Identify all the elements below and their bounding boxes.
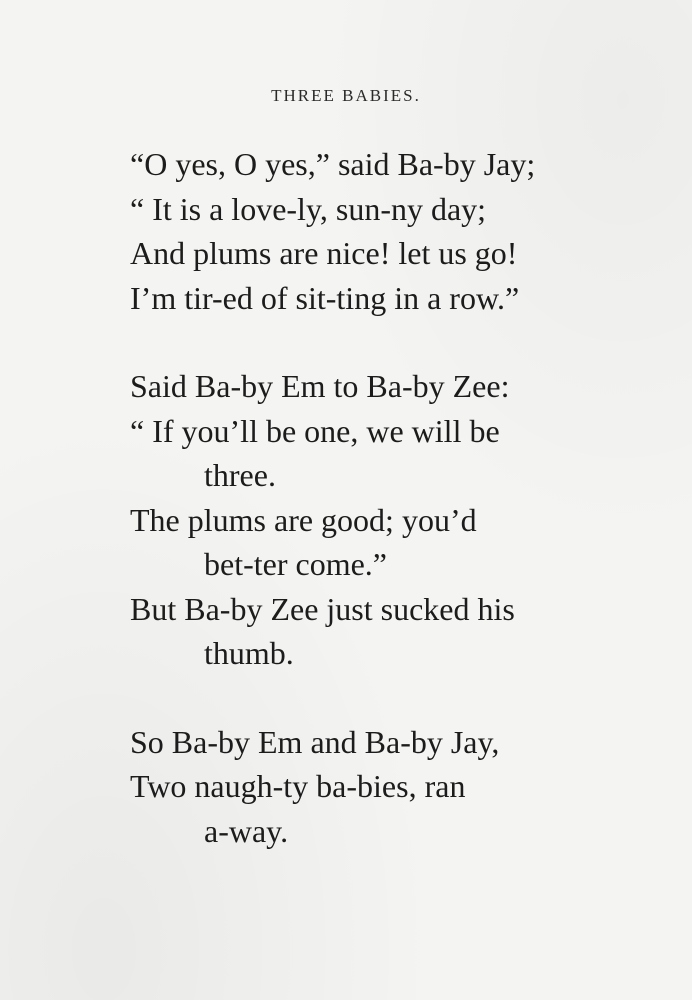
poem-line: “ If you’ll be one, we will be <box>130 412 500 449</box>
poem-line: “O yes, O yes,” said Ba-by Jay; <box>130 146 536 182</box>
poem-line: But Ba-by Zee just sucked his <box>130 590 515 627</box>
poem-line: The plums are good; you’d <box>130 501 477 538</box>
poem-line-continuation: a-way. <box>204 812 289 849</box>
poem-line-continuation: three. <box>204 457 276 493</box>
poem-line: I’m tir-ed of sit-ting in a row.” <box>130 279 520 316</box>
poem-line: Said Ba-by Em to Ba-by Zee: <box>130 368 510 404</box>
poem-line: “ It is a love-ly, sun-ny day; <box>130 190 487 227</box>
stanza-3 <box>130 720 615 854</box>
stanza-1 <box>130 142 615 320</box>
poem-line: Two naugh-ty ba-bies, ran <box>130 768 466 804</box>
running-head: THREE BABIES. <box>271 86 421 105</box>
poem-line: So Ba-by Em and Ba-by Jay, <box>130 723 500 760</box>
poem-line-continuation: bet-ter come.” <box>204 546 387 582</box>
poem-line: And plums are nice! let us go! <box>130 235 518 271</box>
poem <box>130 142 615 897</box>
stanza-2 <box>130 364 615 676</box>
poem-line-continuation: thumb. <box>204 635 294 671</box>
